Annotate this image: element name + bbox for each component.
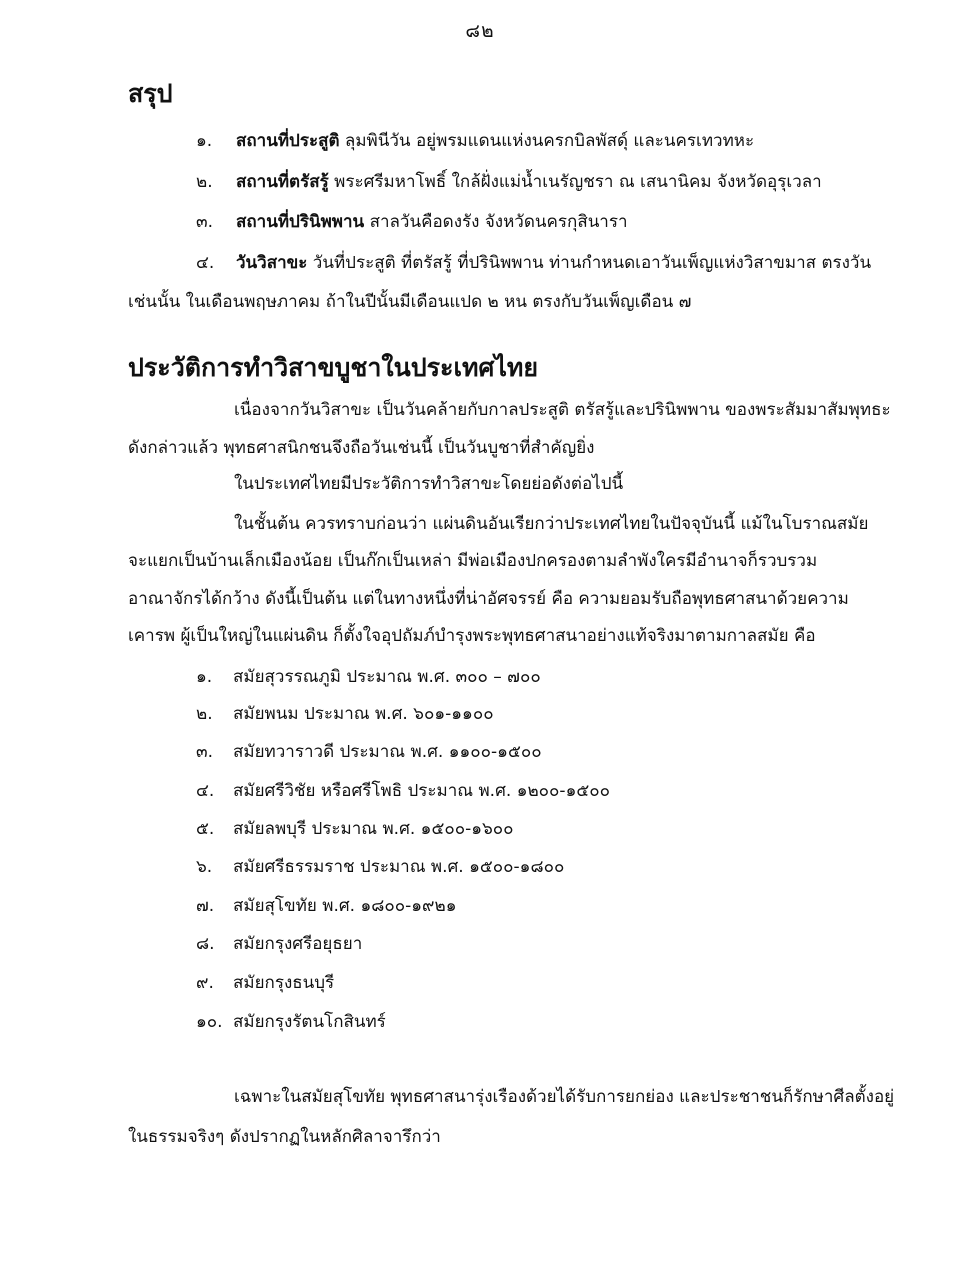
- era-number: ๑.: [196, 667, 213, 687]
- era-number: ๗.: [196, 896, 215, 916]
- summary-item-number: ๔.: [196, 253, 215, 273]
- closing-paragraph-line-2: ในธรรมจริงๆ ดังปรากฏในหลักศิลาจารึกว่า: [128, 1127, 441, 1147]
- era-item: สมัยกรุงศรีอยุธยา: [233, 934, 363, 954]
- summary-item-1: [196, 131, 754, 151]
- history-paragraph-3-line-1: ในชั้นต้น ควรทราบก่อนว่า แผ่นดินอันเรียกว่าประเทศไทยในปัจจุบันนี้ แม้ในโบราณสมัย: [234, 514, 869, 534]
- era-item: สมัยลพบุรี ประมาณ พ.ศ. ๑๕๐๐-๑๖๐๐: [233, 819, 514, 839]
- summary-heading: สรุป: [128, 79, 173, 108]
- summary-item-number: ๓.: [196, 212, 214, 232]
- history-paragraph-2: ในประเทศไทยมีประวัติการทำวิสาขะโดยย่อดังต่อไปนี้: [234, 474, 624, 494]
- summary-item-4-continuation: เช่นนั้น ในเดือนพฤษภาคม ถ้าในปีนั้นมีเดือนแปด ๒ หน ตรงกับวันเพ็ญเดือน ๗: [128, 292, 692, 312]
- summary-item-text: สาลวันคือดงรัง จังหวัดนครกุสินารา: [369, 212, 628, 232]
- history-paragraph-3-line-4: เคารพ ผู้เป็นใหญ่ในแผ่นดิน ก็ตั้งใจอุปถัมภ์บำรุงพระพุทธศาสนาอย่างแท้จริงมาตามกาลสมัย คือ: [128, 626, 816, 646]
- era-item: สมัยทวาราวดี ประมาณ พ.ศ. ๑๑๐๐-๑๕๐๐: [233, 742, 542, 762]
- era-number: ๒.: [196, 704, 213, 724]
- summary-item-label: สถานที่ปรินิพพาน: [236, 212, 365, 232]
- summary-item-text: วันที่ประสูติ ที่ตรัสรู้ ที่ปรินิพพาน ท่านกำหนดเอาวันเพ็ญแห่งวิสาขมาส ตรงวัน: [312, 253, 872, 273]
- history-heading: ประวัติการทำวิสาขบูชาในประเทศไทย: [128, 353, 539, 382]
- era-number: ๑๐.: [196, 1012, 223, 1032]
- era-item: สมัยสุวรรณภูมิ ประมาณ พ.ศ. ๓๐๐ – ๗๐๐: [233, 667, 541, 687]
- era-item: สมัยศรีธรรมราช ประมาณ พ.ศ. ๑๕๐๐-๑๘๐๐: [233, 857, 565, 877]
- era-item: สมัยศรีวิชัย หรือศรีโพธิ ประมาณ พ.ศ. ๑๒๐๐-๑๕๐๐: [233, 781, 610, 801]
- era-item: สมัยสุโขทัย พ.ศ. ๑๘๐๐-๑๙๒๑: [233, 896, 457, 916]
- era-number: ๕.: [196, 819, 215, 839]
- summary-item-4: [196, 253, 871, 273]
- summary-item-text: ลุมพินีวัน อยู่พรมแดนแห่งนครกบิลพัสดุ์ และนครเทวทหะ: [344, 131, 755, 151]
- summary-item-text: พระศรีมหาโพธิ์ ใกล้ฝั่งแม่น้ำเนรัญชรา ณ เสนานิคม จังหวัดอุรุเวลา: [334, 172, 822, 192]
- era-number: ๖.: [196, 857, 213, 877]
- era-number: ๔.: [196, 781, 215, 801]
- history-paragraph-1-line-1: เนื่องจากวันวิสาขะ เป็นวันคล้ายกับกาลประสูติ ตรัสรู้และปรินิพพาน ของพระสัมมาสัมพุทธะ: [234, 400, 891, 420]
- era-number: ๙.: [196, 973, 214, 993]
- era-item: สมัยกรุงธนบุรี: [233, 973, 335, 993]
- summary-item-number: ๒.: [196, 172, 213, 192]
- era-number: ๓.: [196, 742, 214, 762]
- summary-item-label: วันวิสาขะ: [236, 253, 308, 273]
- era-number: ๘.: [196, 934, 215, 954]
- history-paragraph-3-line-3: อาณาจักรได้กว้าง ดังนี้เป็นต้น แต่ในทางหนึ่งที่น่าอัศจรรย์ คือ ความยอมรับถือพุทธศาสนาด้วยความ: [128, 589, 849, 609]
- summary-item-label: สถานที่ประสูติ: [236, 131, 340, 151]
- page-number: ๘๒: [465, 20, 495, 42]
- summary-item-number: ๑.: [196, 131, 213, 151]
- history-paragraph-3-line-2: จะแยกเป็นบ้านเล็กเมืองน้อย เป็นก๊กเป็นเหล่า มีพ่อเมืองปกครองตามลำพังใครมีอำนาจก็รวบรวม: [128, 551, 818, 571]
- era-item: สมัยกรุงรัตนโกสินทร์: [233, 1012, 386, 1032]
- summary-item-2: [196, 172, 822, 192]
- era-item: สมัยพนม ประมาณ พ.ศ. ๖๐๑-๑๑๐๐: [233, 704, 494, 724]
- summary-item-3: [196, 212, 628, 232]
- summary-item-label: สถานที่ตรัสรู้: [236, 172, 329, 192]
- closing-paragraph-line-1: เฉพาะในสมัยสุโขทัย พุทธศาสนารุ่งเรืองด้วยได้รับการยกย่อง และประชาชนก็รักษาศีลตั้งอยู่: [234, 1087, 895, 1107]
- history-paragraph-1-line-2: ดังกล่าวแล้ว พุทธศาสนิกชนจึงถือวันเช่นนี้ เป็นวันบูชาที่สำคัญยิ่ง: [128, 438, 595, 458]
